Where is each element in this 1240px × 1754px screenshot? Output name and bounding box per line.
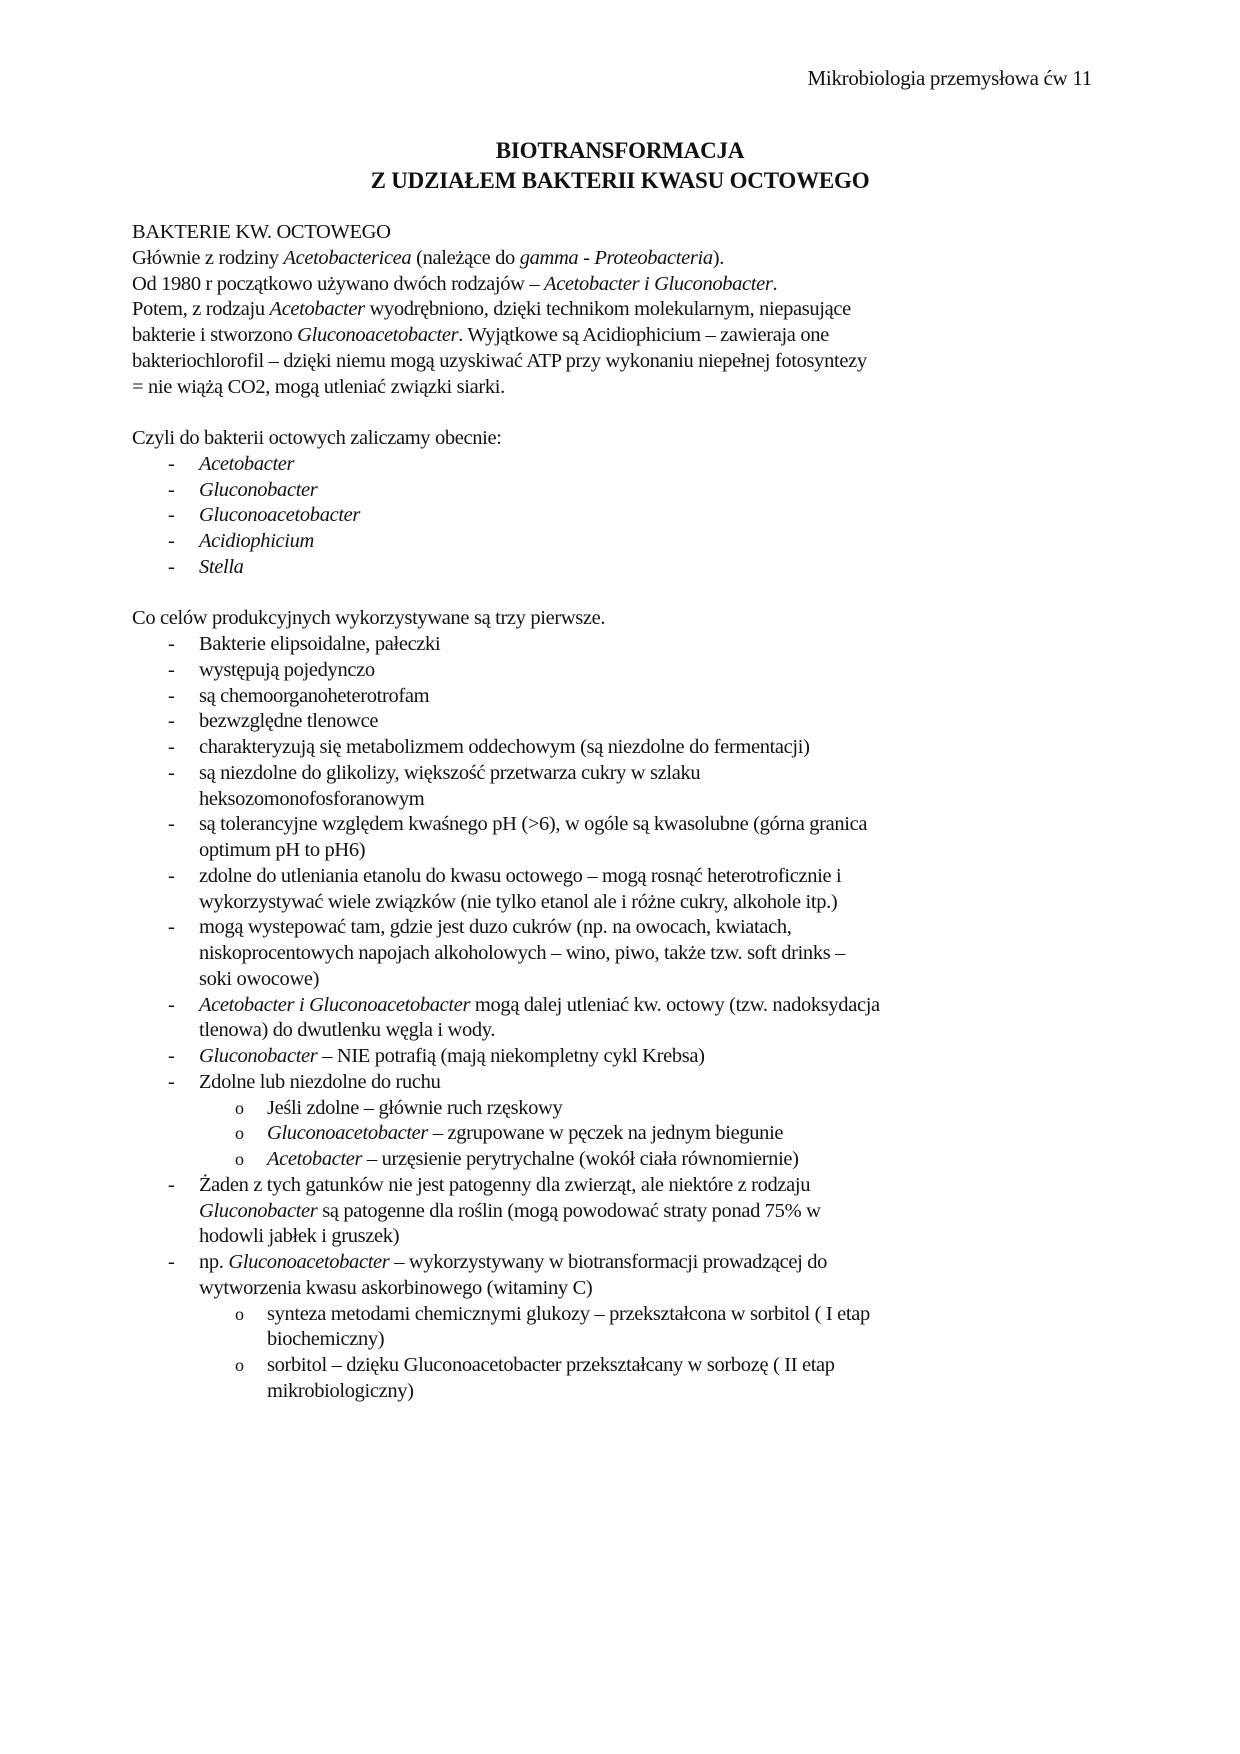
sub-list-item bbox=[132, 1121, 1132, 1147]
sub-list-item bbox=[132, 1096, 1132, 1122]
page-header: Mikrobiologia przemysłowa ćw 11 bbox=[807, 66, 1092, 90]
italic-text-run: Acetobacter bbox=[199, 452, 295, 475]
text-run: (należące do bbox=[411, 246, 520, 269]
text-line bbox=[132, 1121, 1132, 1147]
text-run: bakteriochlorofil – dzięki niemu mogą uzyskiwać ATP przy wykonaniu niepełnej fotosyntezy bbox=[132, 349, 867, 372]
bullet-dash: - bbox=[168, 1251, 175, 1273]
text-line bbox=[132, 864, 1132, 890]
list-item bbox=[132, 1044, 1132, 1070]
text-run: hodowli jabłek i gruszek) bbox=[199, 1225, 400, 1248]
text-run: . Wyjątkowe są Acidiophicium – zawieraja one bbox=[458, 324, 829, 346]
text-run: Jeśli zdolne – głównie ruch rzęskowy bbox=[267, 1096, 563, 1119]
text-line bbox=[132, 1224, 1132, 1250]
text-run: . bbox=[772, 272, 778, 295]
list-item bbox=[132, 1250, 1132, 1302]
list-item bbox=[132, 735, 1132, 761]
text-line bbox=[132, 761, 1132, 787]
text-line bbox=[132, 709, 1132, 735]
text-run: synteza metodami chemicznymi glukozy – przekształcona w sorbitol ( I etap bbox=[267, 1302, 870, 1325]
list-item bbox=[132, 478, 1132, 504]
list-item bbox=[132, 993, 1132, 1045]
text-run: Głównie z rodziny bbox=[132, 246, 284, 269]
text-line bbox=[132, 1173, 1132, 1199]
text-run: bezwzględne tlenowce bbox=[199, 710, 379, 733]
text-line bbox=[132, 787, 1132, 813]
text-line bbox=[132, 915, 1132, 941]
bullet-dash: - bbox=[168, 684, 175, 707]
text-run: np. bbox=[199, 1251, 229, 1273]
blank-line bbox=[132, 400, 1132, 426]
italic-text-run: Stella bbox=[199, 555, 244, 578]
bullet-dash: - bbox=[168, 555, 175, 578]
bullet-dash: - bbox=[168, 504, 175, 527]
text-line bbox=[132, 1044, 1132, 1070]
text-line bbox=[132, 220, 1132, 246]
text-run: heksozomonofosforanowym bbox=[199, 787, 425, 810]
bullet-circle: o bbox=[235, 1149, 244, 1169]
text-run: zdolne do utleniania etanolu do kwasu octowego – mogą rosnąć heterotroficznie i bbox=[199, 864, 842, 887]
list-item bbox=[132, 812, 1132, 864]
text-line bbox=[132, 1276, 1132, 1302]
text-run: mogą dalej utleniać kw. octowy (tzw. nadoksydacja bbox=[470, 993, 880, 1016]
italic-text-run: Gluconobacter bbox=[199, 1045, 318, 1067]
text-line bbox=[132, 375, 1132, 401]
text-run: wykorzystywać wiele związków (nie tylko etanol ale i różne cukry, alkohole itp.) bbox=[199, 890, 838, 913]
bullet-dash: - bbox=[168, 916, 175, 939]
bullet-circle: o bbox=[235, 1097, 244, 1118]
text-run: – zgrupowane w pęczek na jednym biegunie bbox=[428, 1122, 784, 1145]
text-run: – wykorzystywany w biotransformacji prowadzącej do bbox=[389, 1251, 828, 1273]
title-line: BIOTRANSFORMACJA bbox=[495, 138, 745, 163]
document-title bbox=[0, 136, 1240, 196]
italic-text-run: Acetobactericea bbox=[283, 246, 412, 269]
text-line bbox=[132, 735, 1132, 761]
text-run: BAKTERIE KW. OCTOWEGO bbox=[132, 221, 391, 243]
list-item bbox=[132, 684, 1132, 710]
title-line: Z UDZIAŁEM BAKTERII KWASU OCTOWEGO bbox=[370, 168, 870, 193]
intro-paragraph bbox=[132, 220, 1132, 400]
italic-text-run: Acetobacter i Gluconoacetobacter bbox=[199, 993, 471, 1016]
bullet-dash: - bbox=[168, 813, 175, 836]
italic-text-run: Gluconobacter bbox=[199, 478, 318, 501]
list-item bbox=[132, 658, 1132, 684]
document-body bbox=[132, 220, 1132, 1405]
bullet-dash: - bbox=[168, 658, 175, 681]
text-run: Zdolne lub niezdolne do ruchu bbox=[199, 1070, 441, 1093]
text-line bbox=[132, 658, 1132, 684]
production-intro: Co celów produkcyjnych wykorzystywane są trzy pierwsze. bbox=[132, 607, 606, 630]
bullet-dash: - bbox=[168, 710, 175, 733]
bullet-dash: - bbox=[168, 864, 175, 887]
text-line bbox=[132, 1147, 1132, 1173]
sub-list-item bbox=[132, 1302, 1132, 1354]
text-line bbox=[132, 632, 1132, 658]
italic-text-run: Gluconoacetobacter bbox=[199, 504, 361, 527]
text-run: są niezdolne do glikolizy, większość przetwarza cukry w szlaku bbox=[199, 761, 701, 784]
text-line bbox=[132, 967, 1132, 993]
text-run: ). bbox=[712, 246, 725, 269]
italic-text-run: Acetobacter bbox=[269, 298, 365, 321]
text-run: występują pojedynczo bbox=[199, 658, 375, 681]
italic-text-run: Gluconoacetobacter bbox=[297, 324, 459, 346]
sub-list-item bbox=[132, 1147, 1132, 1173]
text-run: Żaden z tych gatunków nie jest patogenny dla zwierząt, ale niektóre z rodzaju bbox=[199, 1173, 811, 1196]
bullet-dash: - bbox=[168, 530, 175, 552]
text-run: tlenowa) do dwutlenku węgla i wody. bbox=[199, 1019, 496, 1042]
text-line bbox=[132, 478, 1132, 504]
classification-intro: Czyli do bakterii octowych zaliczamy obecnie: bbox=[132, 427, 502, 449]
text-run: soki owocowe) bbox=[199, 967, 320, 990]
text-line bbox=[132, 1070, 1132, 1096]
bullet-dash: - bbox=[168, 736, 175, 758]
text-line bbox=[132, 555, 1132, 581]
text-run: wytworzenia kwasu askorbinowego (witaminy C) bbox=[199, 1276, 593, 1299]
sub-list-item bbox=[132, 1353, 1132, 1405]
bullet-dash: - bbox=[168, 452, 175, 475]
text-line bbox=[132, 1199, 1132, 1225]
list-item bbox=[132, 709, 1132, 735]
list-item bbox=[132, 1070, 1132, 1096]
italic-text-run: Acidiophicium bbox=[199, 530, 315, 552]
text-line bbox=[132, 1379, 1132, 1405]
text-run: Bakterie elipsoidalne, pałeczki bbox=[199, 633, 441, 655]
text-line bbox=[132, 297, 1132, 323]
italic-text-run: gamma - Proteobacteria bbox=[519, 246, 713, 269]
bullet-dash: - bbox=[168, 1070, 175, 1093]
list-item bbox=[132, 529, 1132, 555]
italic-text-run: Gluconoacetobacter bbox=[228, 1251, 390, 1273]
list-item bbox=[132, 1173, 1132, 1250]
bullet-dash: - bbox=[168, 1045, 175, 1067]
text-run: mogą wystepować tam, gdzie jest duzo cukrów (np. na owocach, kwiatach, bbox=[199, 916, 792, 939]
text-run: bakterie i stworzono bbox=[132, 324, 298, 346]
text-run: = nie wiążą CO2, mogą utleniać związki siarki. bbox=[132, 375, 505, 398]
text-line bbox=[132, 941, 1132, 967]
italic-text-run: Acetobacter i Gluconobacter bbox=[544, 272, 773, 295]
bullet-dash: - bbox=[168, 761, 175, 784]
text-line bbox=[132, 890, 1132, 916]
text-line bbox=[132, 1353, 1132, 1379]
list-item bbox=[132, 555, 1132, 581]
text-line bbox=[132, 838, 1132, 864]
list-item bbox=[132, 632, 1132, 658]
text-line bbox=[132, 684, 1132, 710]
list-item bbox=[132, 503, 1132, 529]
text-line bbox=[132, 272, 1132, 298]
text-line bbox=[132, 349, 1132, 375]
text-run: mikrobiologiczny) bbox=[267, 1379, 414, 1402]
text-run: są tolerancyjne względem kwaśnego pH (>6), w ogóle są kwasolubne (górna granica bbox=[199, 813, 868, 836]
text-run: biochemiczny) bbox=[267, 1328, 385, 1351]
text-line bbox=[132, 1018, 1132, 1044]
bullet-dash: - bbox=[168, 1173, 175, 1196]
bullet-circle: o bbox=[235, 1303, 244, 1324]
italic-text-run: Acetobacter bbox=[267, 1148, 363, 1170]
text-run: sorbitol – dzięku Gluconoacetobacter przekształcany w sorbozę ( II etap bbox=[267, 1354, 835, 1376]
text-run: niskoprocentowych napojach alkoholowych – wino, piwo, także tzw. soft drinks – bbox=[199, 942, 846, 964]
bullet-dash: - bbox=[168, 633, 175, 655]
bullet-circle: o bbox=[235, 1355, 244, 1375]
italic-text-run: Gluconobacter bbox=[199, 1199, 318, 1222]
text-line bbox=[132, 529, 1132, 555]
text-line bbox=[132, 1302, 1132, 1328]
text-run: wyodrębniono, dzięki technikom molekularnym, niepasujące bbox=[364, 298, 851, 321]
text-line bbox=[132, 246, 1132, 272]
text-line bbox=[132, 452, 1132, 478]
text-line bbox=[132, 1327, 1132, 1353]
text-run: Od 1980 r początkowo używano dwóch rodzajów – bbox=[132, 272, 545, 295]
bullet-dash: - bbox=[168, 478, 175, 501]
text-line bbox=[132, 812, 1132, 838]
list-item bbox=[132, 915, 1132, 992]
text-run: – NIE potrafią (mają niekompletny cykl Krebsa) bbox=[317, 1045, 705, 1067]
bullet-dash: - bbox=[168, 993, 175, 1016]
text-line bbox=[132, 323, 1132, 349]
text-run: – urzęsienie perytrychalne (wokół ciała równomiernie) bbox=[362, 1148, 799, 1170]
text-run: optimum pH to pH6) bbox=[199, 839, 366, 861]
bullet-circle: o bbox=[235, 1123, 244, 1144]
list-item bbox=[132, 864, 1132, 916]
text-line bbox=[132, 993, 1132, 1019]
text-run: są patogenne dla roślin (mogą powodować straty ponad 75% w bbox=[317, 1199, 821, 1222]
list-item bbox=[132, 761, 1132, 813]
italic-text-run: Gluconoacetobacter bbox=[267, 1122, 429, 1145]
text-run: charakteryzują się metabolizmem oddechowym (są niezdolne do fermentacji) bbox=[199, 736, 810, 758]
text-run: są chemoorganoheterotrofam bbox=[199, 684, 430, 707]
list-item bbox=[132, 452, 1132, 478]
text-run: Potem, z rodzaju bbox=[132, 298, 270, 321]
blank-line bbox=[132, 581, 1132, 607]
text-line bbox=[132, 1250, 1132, 1276]
text-line bbox=[132, 503, 1132, 529]
text-line bbox=[132, 1096, 1132, 1122]
